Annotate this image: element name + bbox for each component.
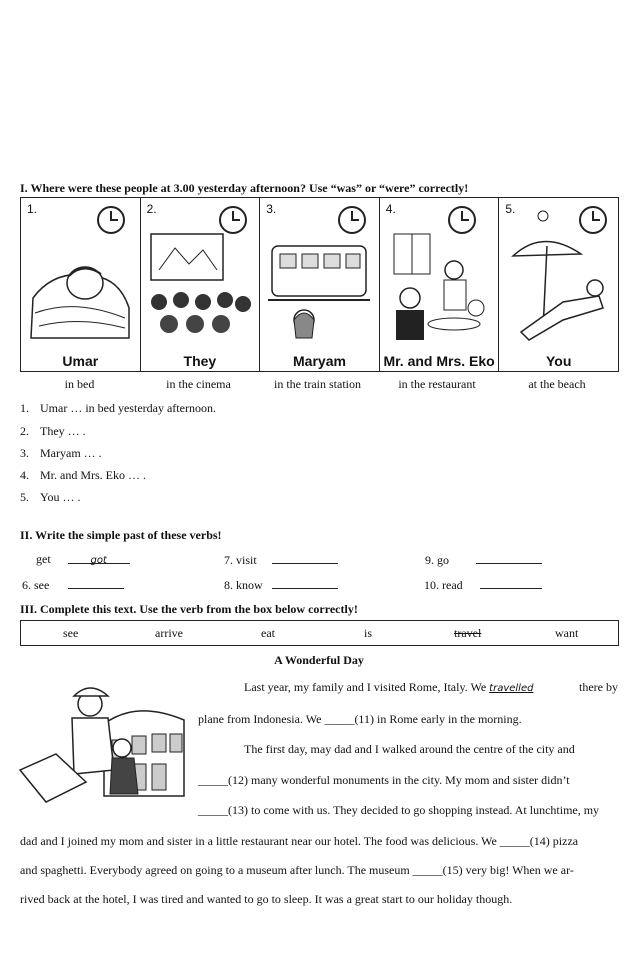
answer-field[interactable] (272, 552, 338, 564)
box-word: see (63, 626, 79, 640)
panel-name: Mr. and Mrs. Eko (383, 353, 495, 369)
caption: in the train station (274, 377, 361, 391)
verb-item (424, 577, 542, 593)
cinema-audience-illustration (145, 220, 255, 345)
sentence-text: Mr. and Mrs. Eko … . (40, 468, 146, 482)
story-line-3: The first day, may dad and I walked around the centre of the city and (244, 742, 575, 756)
verb-box (20, 620, 619, 646)
section-3-title: III. Complete this text. Use the verb from the box below correctly! (20, 602, 358, 616)
sentence-text: Umar … in bed yesterday afternoon. (40, 401, 216, 415)
story-line-2: plane from Indonesia. We _____(11) in Rome early in the morning. (198, 712, 522, 726)
panel-number: 3. (266, 202, 277, 216)
section-2-title: II. Write the simple past of these verbs! (20, 528, 222, 542)
train-station-illustration (264, 234, 374, 344)
story-line-5: _____(13) to come with us. They decided to go shopping instead. At lunchtime, my (198, 803, 600, 817)
story-line-6: dad and I joined my mom and sister in a little restaurant near our hotel. The food was delicious. We _____(14) pizza (20, 834, 579, 848)
sentence-2 (20, 424, 86, 439)
caption: at the beach (528, 377, 586, 391)
panel-number: 1. (27, 202, 38, 216)
section-1-title: I. Where were these people at 3.00 yesterday afternoon? Use “was” or “were” correctly! (20, 181, 469, 195)
tourists-colosseum-illustration (16, 670, 192, 808)
panel-they (141, 198, 261, 371)
panel-number: 4. (385, 202, 396, 216)
answer-field[interactable] (272, 577, 338, 589)
story-text: there by (579, 680, 618, 694)
sentence-number: 2. (20, 424, 29, 438)
panel-number: 5. (505, 202, 516, 216)
clock-icon (338, 206, 366, 234)
panel-umar (21, 198, 141, 371)
box-word: eat (261, 626, 275, 640)
sentence-text: Maryam … . (40, 446, 102, 460)
picture-strip (20, 197, 619, 372)
sentence-3 (20, 446, 102, 461)
panel-name: Umar (62, 353, 99, 369)
answer-field[interactable] (480, 577, 542, 589)
panel-number: 2. (146, 202, 157, 216)
sentence-text: They … . (40, 424, 86, 438)
verb-item (425, 552, 542, 568)
panel-you (499, 198, 618, 371)
panel-maryam (260, 198, 380, 371)
panel-mr-mrs-eko (380, 198, 500, 371)
beach-illustration (503, 210, 613, 345)
caption: in the restaurant (398, 377, 476, 391)
sentence-5 (20, 490, 80, 505)
story-text: Last year, my family and I visited Rome, Italy. We (244, 680, 487, 694)
verb-item (224, 577, 338, 593)
verb-label: 8. know (224, 578, 263, 592)
sentence-4 (20, 468, 146, 483)
caption: in bed (64, 377, 95, 391)
answer-field[interactable] (68, 577, 124, 589)
box-word-crossed: travel (454, 626, 482, 640)
panel-name: Maryam (293, 353, 346, 369)
verb-label: 10. read (424, 578, 463, 592)
verb-item (36, 552, 130, 567)
story-line-4: _____(12) many wonderful monuments in the city. My mom and sister didn’t (198, 773, 570, 787)
box-word: want (555, 626, 579, 640)
caption: in the cinema (166, 377, 231, 391)
sentence-text: You … . (40, 490, 81, 504)
answer-field[interactable] (476, 552, 542, 564)
verb-label: 9. go (425, 553, 449, 567)
story-title: A Wonderful Day (274, 653, 364, 667)
handwritten-answer: got (90, 555, 107, 566)
handwritten-answer: travelled (489, 683, 534, 694)
verb-label: 6. see (22, 578, 50, 592)
verb-item (22, 577, 124, 593)
sleeping-boy-illustration (25, 228, 135, 343)
box-word: is (364, 626, 373, 640)
verb-item (224, 552, 338, 568)
restaurant-illustration (384, 228, 494, 343)
answer-field[interactable] (68, 552, 130, 564)
sentence-1 (20, 401, 216, 416)
box-word: arrive (155, 626, 183, 640)
sentence-number: 1. (20, 401, 29, 415)
verb-label: 7. visit (224, 553, 257, 567)
story-line-8: rived back at the hotel, I was tired and wanted to go to sleep. It was a great start to our holiday though. (20, 892, 513, 906)
verb-label: get (36, 552, 51, 566)
sentence-number: 5. (20, 490, 29, 504)
story-line-1 (244, 680, 618, 696)
panel-name: They (183, 353, 217, 369)
panel-name: You (545, 353, 572, 369)
sentence-number: 3. (20, 446, 29, 460)
sentence-number: 4. (20, 468, 29, 482)
story-line-7: and spaghetti. Everybody agreed on going to a museum after lunch. The museum _____(15) very big! When we ar- (20, 863, 574, 877)
